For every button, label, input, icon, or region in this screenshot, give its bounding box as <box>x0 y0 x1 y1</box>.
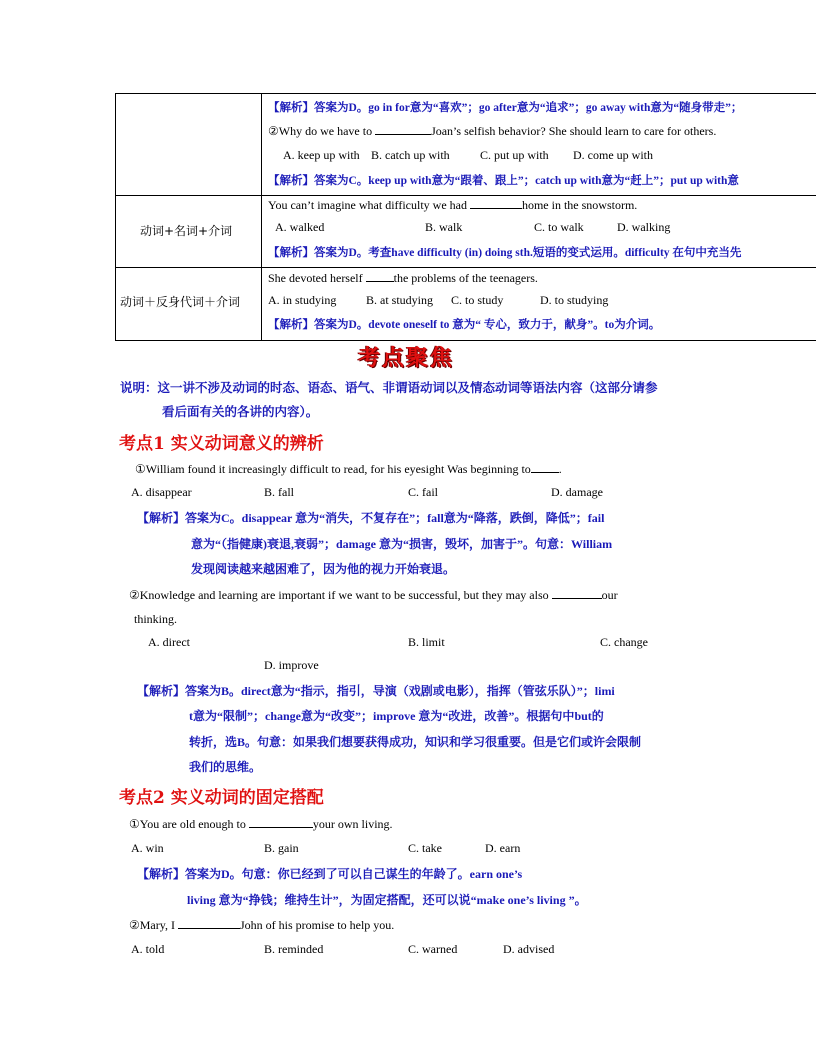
kd1-q1-analysis-line2: 意为“（指健康)衰退,衰弱”；damage 意为“损害，毁坏，加害于”。句意：William <box>191 537 613 551</box>
table-row1-analysis1: 【解析】答案为D。go in for意为“喜欢”；go after意为“追求”；go away with意为“随身带走”； <box>268 102 743 114</box>
table-row3-option-c: C. to study <box>451 293 504 307</box>
kd2-q1-analysis-line2: living 意为“挣钱；维持生计”，为固定搭配，还可以说“make one’s living ”。 <box>187 893 587 907</box>
table-row2-analysis: 【解析】答案为D。考查have difficulty (in) doing sth.短语的变式运用。difficulty 在句中充当先 <box>268 247 742 259</box>
kd2-q1: ①You are old enough to your own living. <box>129 817 393 831</box>
table-row2-option-a: A. walked <box>275 220 325 234</box>
table-row2-option-b: B. walk <box>425 220 463 234</box>
kd1-q2-option-c: C. change <box>600 635 648 649</box>
kd2-q2-option-a: A. told <box>131 942 165 956</box>
answer-blank <box>375 123 431 135</box>
kd1-q1-analysis-line1: 【解析】答案为C。disappear 意为“消失，不复存在”；fall意为“降落，跌倒，降低”；fail <box>137 511 605 525</box>
table-row3-option-a: A. in studying <box>268 293 337 307</box>
table-row2-option-d: D. walking <box>617 220 671 234</box>
kaodian2-title: 考点2 实义动词的固定搭配 <box>119 788 324 808</box>
table-row1-option-b: B. catch up with <box>371 148 450 162</box>
kaodian1-title: 考点1 实义动词意义的辨析 <box>119 434 324 454</box>
answer-blank <box>366 270 394 282</box>
table-row3-option-b: B. at studying <box>366 293 434 307</box>
kd2-q1-option-a: A. win <box>131 841 164 855</box>
kd1-q1-option-a: A. disappear <box>131 485 192 499</box>
kd1-q2-analysis-line3: 转折，选B。句意：如果我们想要获得成功，知识和学习很重要。但是它们或许会限制 <box>189 735 642 749</box>
kd1-q1-option-c: C. fail <box>408 485 438 499</box>
table-row1-option-d: D. come up with <box>573 148 653 162</box>
kd1-q2: ②Knowledge and learning are important if we want to be successful, but they may also our <box>129 588 618 602</box>
kd2-q1-option-d: D. earn <box>485 841 521 855</box>
table-row2-label: 动词+名词+介词 <box>140 224 233 238</box>
table-row3-question: She devoted herself the problems of the teenagers. <box>268 271 538 285</box>
kd2-q2: ②Mary, I John of his promise to help you. <box>129 918 395 932</box>
answer-blank <box>470 197 522 209</box>
table-row1-analysis2: 【解析】答案为C。keep up with意为“跟着、跟上”；catch up with意为“赶上”；put up with意 <box>268 175 739 187</box>
kd1-q1-option-d: D. damage <box>551 485 603 499</box>
kd2-q2-option-c: C. warned <box>408 942 458 956</box>
answer-blank <box>552 587 602 599</box>
note-line2: 看后面有关的各讲的内容）。 <box>162 405 319 419</box>
kd1-q1: ①William found it increasingly difficult to read, for his eyesight Was beginning to . <box>135 462 562 476</box>
table-row1-question: ②Why do we have to Joan’s selfish behavior? She should learn to care for others. <box>268 124 717 138</box>
kd1-q2-analysis-line1: 【解析】答案为B。direct意为“指示，指引，导演（戏剧或电影），指挥（管弦乐队）”；limi <box>137 684 615 698</box>
table-row2-question: You can’t imagine what difficulty we had home in the snowstorm. <box>268 198 638 212</box>
kd2-q1-option-b: B. gain <box>264 841 299 855</box>
table-row1-option-a: A. keep up with <box>283 148 360 162</box>
table-row2-option-c: C. to walk <box>534 220 584 234</box>
kd1-q2-analysis-line4: 我们的思维。 <box>189 760 262 774</box>
kd2-q2-option-d: D. advised <box>503 942 555 956</box>
kd1-q2-option-b: B. limit <box>408 635 445 649</box>
kd1-q2-line2: thinking. <box>134 612 178 626</box>
kd2-q1-option-c: C. take <box>408 841 442 855</box>
table-row3-label: 动词＋反身代词＋介词 <box>120 295 241 309</box>
kd2-q2-option-b: B. reminded <box>264 942 324 956</box>
kd1-q1-option-b: B. fall <box>264 485 294 499</box>
kd1-q2-option-d: D. improve <box>264 658 319 672</box>
answer-blank <box>531 461 559 473</box>
kd1-q1-analysis-line3: 发现阅读越来越困难了，因为他的视力开始衰退。 <box>191 562 456 576</box>
answer-blank <box>178 917 240 929</box>
kd2-q1-analysis-line1: 【解析】答案为D。句意：你已经到了可以自己谋生的年龄了。earn one’s <box>137 867 523 881</box>
kd1-q2-analysis-line2: t意为“限制”；change意为“改变”；improve 意为“改进，改善”。根据句中but的 <box>189 709 604 723</box>
answer-blank <box>249 816 313 828</box>
table-row3-analysis: 【解析】答案为D。devote oneself to 意为“ 专心，致力于，献身”。to为介词。 <box>268 319 661 331</box>
kd1-q2-option-a: A. direct <box>148 635 190 649</box>
note-line1: 说明：这一讲不涉及动词的时态、语态、语气、非谓语动词以及情态动词等语法内容（这部分请参 <box>120 381 658 395</box>
table-row3-option-d: D. to studying <box>540 293 609 307</box>
section-banner: 考点聚焦 <box>358 345 455 371</box>
table-row1-option-c: C. put up with <box>480 148 549 162</box>
